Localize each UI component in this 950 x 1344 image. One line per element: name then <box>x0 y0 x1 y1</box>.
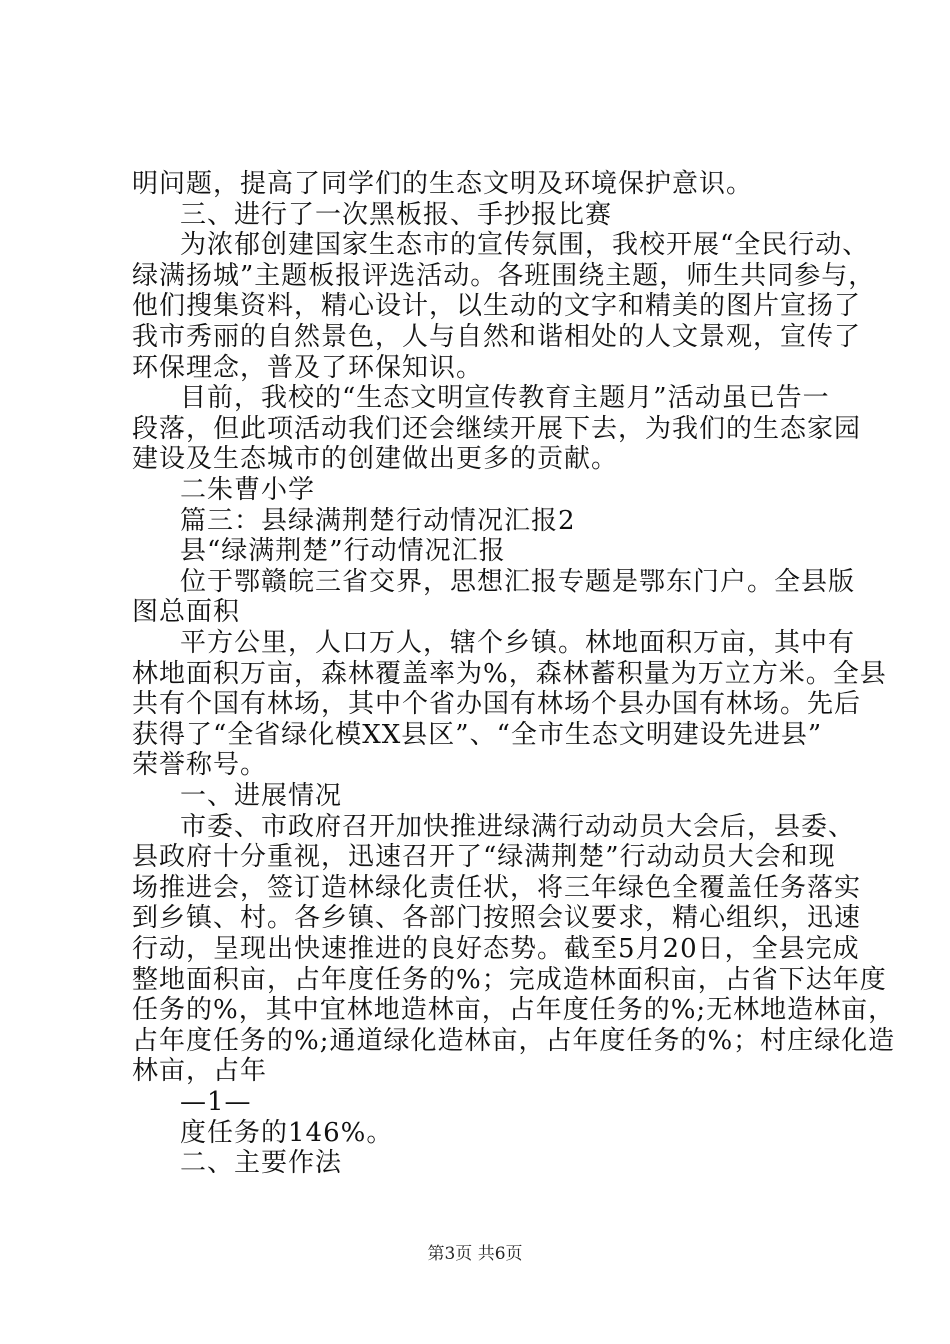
text-line: 获得了“全省绿化模XX县区”、“全市生态文明建设先进县” <box>132 719 823 750</box>
text-line: 目前，我校的“生态文明宣传教育主题月”活动虽已告一 <box>180 383 830 414</box>
text-line: 县政府十分重视，迅速召开了“绿满荆楚”行动动员大会和现 <box>132 842 836 873</box>
text-line: 位于鄂赣皖三省交界，思想汇报专题是鄂东门户。全县版 <box>180 566 856 597</box>
text-line: 平方公里，人口万人，辖个乡镇。林地面积万亩，其中有 <box>180 628 856 658</box>
text-line: 为浓郁创建国家生态市的宣传氛围，我校开展“全民行动、 <box>180 230 870 261</box>
text-line: 行动，呈现出快速推进的良好态势。截至5月20日，全县完成 <box>132 934 860 964</box>
text-line: 到乡镇、村。各乡镇、各部门按照会议要求，精心组织，迅速 <box>132 903 862 934</box>
chapter-heading: 篇三：县绿满荆楚行动情况汇报2 <box>180 505 576 536</box>
text-line: 市委、市政府召开加快推进绿满行动动员大会后，县委、 <box>180 811 856 842</box>
text-line: 明问题，提高了同学们的生态文明及环境保护意识。 <box>132 169 754 199</box>
text-line: 占年度任务的%;通道绿化造林亩，占年度任务的%；村庄绿化造 <box>132 1025 896 1056</box>
report-title: 县“绿满荆楚”行动情况汇报 <box>180 536 506 567</box>
text-line: 荣誉称号。 <box>132 750 268 781</box>
text-line: 环保理念，普及了环保知识。 <box>132 352 484 383</box>
text-line: 共有个国有林场，其中个省办国有林场个县办国有林场。先后 <box>132 689 862 720</box>
text-line: 他们搜集资料，精心设计，以生动的文字和精美的图片宣扬了 <box>132 291 862 322</box>
text-line: 建设及生态城市的创建做出更多的贡献。 <box>132 444 619 475</box>
text-line: 林亩，占年 <box>132 1056 268 1087</box>
section-heading: 一、进展情况 <box>180 781 343 811</box>
text-line: 任务的%，其中宜林地造林亩，占年度任务的%;无林地造林亩， <box>132 995 896 1026</box>
text-line: 我市秀丽的自然景色，人与自然和谐相处的人文景观，宣传了 <box>132 322 862 352</box>
page-footer: 第3页 共6页 <box>427 1244 523 1264</box>
section-heading: 二、主要作法 <box>180 1148 343 1179</box>
section-heading: 三、进行了一次黑板报、手抄报比赛 <box>180 199 613 230</box>
text-line: 整地面积亩，占年度任务的%；完成造林面积亩，占省下达年度 <box>132 964 887 995</box>
text-line: 场推进会，签订造林绿化责任状，将三年绿色全覆盖任务落实 <box>132 872 862 903</box>
school-name: 二朱曹小学 <box>180 475 316 505</box>
text-line: 图总面积 <box>132 597 241 628</box>
text-line: 绿满扬城”主题板报评选活动。各班围绕主题，师生共同参与， <box>132 260 876 291</box>
text-line: 度任务的146%。 <box>180 1117 394 1148</box>
text-line: 段落，但此项活动我们还会继续开展下去，为我们的生态家园 <box>132 413 862 444</box>
text-line: 林地面积万亩，森林覆盖率为%，森林蓄积量为万立方米。全县 <box>132 658 887 689</box>
inline-page-number: —1— <box>180 1087 252 1117</box>
